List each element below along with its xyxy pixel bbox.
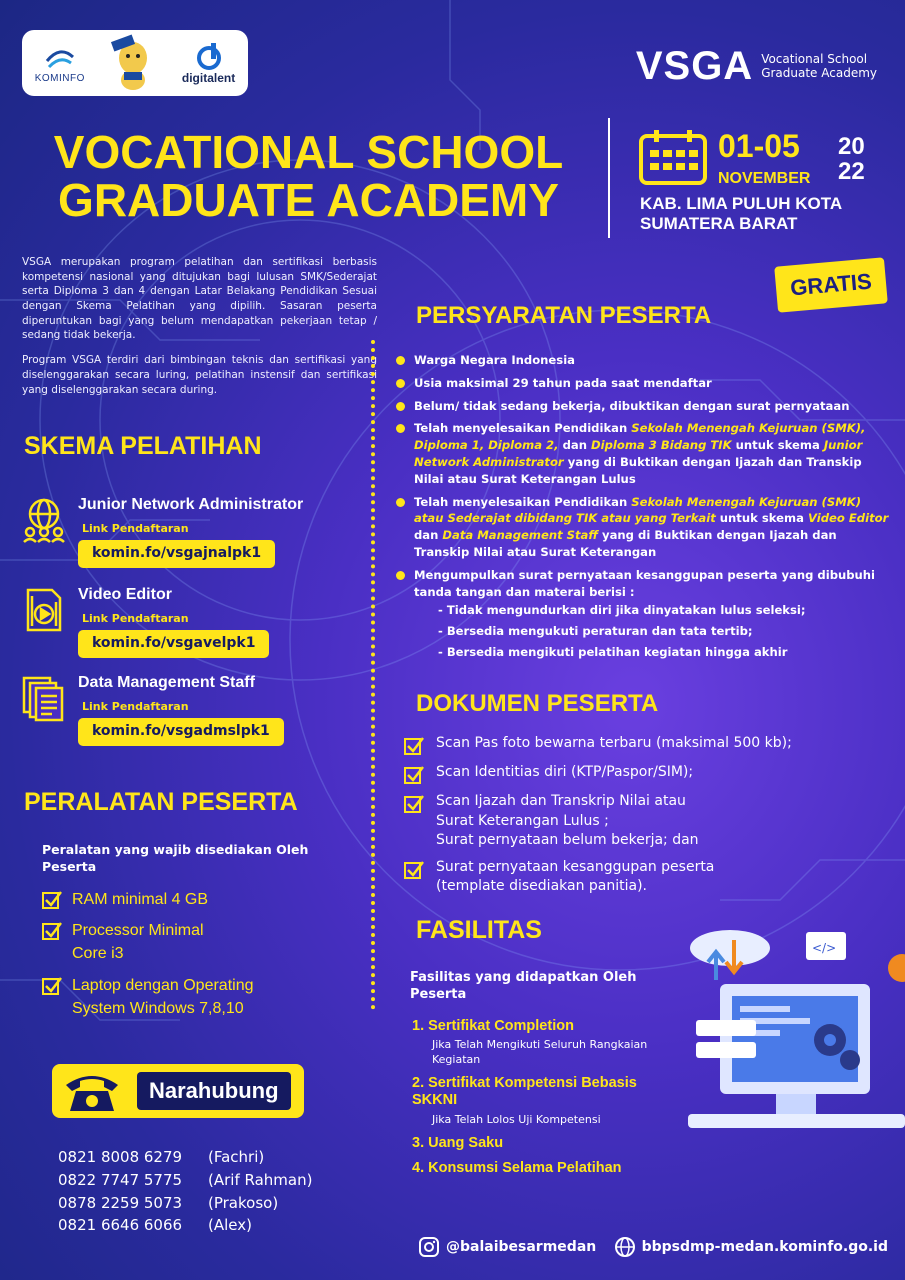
req-text: Warga Negara Indonesia [414,353,575,367]
kominfo-emblem-icon [43,43,77,73]
fasilitas-title: FASILITAS [416,916,542,944]
contact-name: (Fachri) [208,1148,265,1166]
checkbox-icon [42,976,62,996]
contact-row [58,1192,312,1215]
list-item [404,734,844,756]
list-item [42,919,362,965]
req-text: Belum/ tidak sedang bekerja, dibuktikan dengan surat pernyataan [414,398,850,413]
skema-link-label: Link Pendaftaran [82,522,189,535]
mascot-icon [110,34,156,92]
contact-phone-box [52,1064,132,1118]
dok-line: (template disediakan panitia). [436,878,648,895]
bullet-icon [396,402,405,411]
skema-title: SKEMA PELATIHAN [24,432,262,460]
checkbox-icon [42,921,62,941]
req-sub-item: - Bersedia mengukuti peraturan dan tata tertib; [438,624,753,639]
event-year-top: 20 [838,133,865,160]
digitalent-label: digitalent [181,71,236,85]
skema-name: Data Management Staff [78,674,255,691]
fasilitas-item-title: 2. Sertifikat Kompetensi Bebasis SKKNI [412,1074,637,1109]
event-dates: 01-05 [718,128,800,164]
dok-line: Scan Identitias diri (KTP/Paspor/SIM); [436,764,694,780]
peralatan-line: Core i3 [72,945,124,963]
list-item [396,420,891,487]
video-file-icon [20,586,68,634]
req-sub-item: - Bersedia mengikuti pelatihan kegiatan hingga akhir [438,644,788,659]
list-item [412,1160,672,1177]
globe-icon [614,1236,636,1258]
skema-name: Junior Network Administrator [78,496,304,513]
checkbox-icon [404,736,424,756]
list-item [396,352,891,369]
event-year [838,134,865,184]
fasilitas-intro: Fasilitas yang didapatkan Oleh Peserta [410,970,637,1002]
peralatan-list [42,888,362,1028]
fasilitas-item-desc: Jika Telah Mengikuti Seluruh Rangkaian Kegiatan [432,1038,648,1066]
contact-row [58,1146,312,1169]
documents-icon [20,674,68,722]
persyaratan-title: PERSYARATAN PESERTA [416,302,712,329]
instagram-handle: @balaibesarmedan [446,1239,597,1255]
intro-text [22,255,377,397]
peralatan-line: Processor Minimal [72,922,204,940]
skema-url-link[interactable]: komin.fo/vsgadmslpk1 [78,718,284,746]
event-location [640,194,842,233]
list-item [42,888,362,911]
dokumen-title: DOKUMEN PESERTA [416,690,659,717]
contact-name: (Arif Rahman) [208,1170,313,1189]
peralatan-line: RAM minimal 4 GB [72,891,209,908]
svg-text:</>: </> [812,941,837,955]
list-item [42,974,362,1020]
checkbox-icon [42,890,62,910]
vsga-line1: Vocational School [761,51,868,66]
telephone-icon [62,1069,122,1113]
digitalent-icon [194,41,224,71]
bullet-icon [396,356,405,365]
contact-row [58,1169,312,1192]
list-item [412,1075,672,1127]
peralatan-line: System Windows 7,8,10 [72,999,244,1017]
skema-url-link[interactable]: komin.fo/vsgajnalpk1 [78,540,275,568]
list-item [412,1135,672,1152]
skema-url-link[interactable]: komin.fo/vsgavelpk1 [78,630,269,658]
list-item [412,1018,672,1067]
location-line2: SUMATERA BARAT [640,213,798,233]
list-item [404,763,844,785]
event-year-bottom: 22 [838,158,865,186]
title-divider [608,118,610,238]
bullet-icon [396,498,405,507]
footer [418,1236,888,1258]
website-link[interactable] [614,1236,888,1258]
skema-link-label: Link Pendaftaran [82,612,189,625]
fasilitas-item-title: 3. Uang Saku [412,1135,504,1152]
contact-number[interactable]: 0821 6646 6066 [58,1216,183,1235]
peralatan-line: Laptop dengan Operating [72,976,254,994]
dok-line: Surat Keterangan Lulus ; [436,812,609,829]
calendar-icon [638,128,708,186]
contact-name: (Prakoso) [208,1193,279,1212]
contact-number[interactable]: 0878 2259 5073 [58,1193,183,1212]
network-people-icon [20,496,68,544]
fasilitas-item-title: 4. Konsumsi Selama Pelatihan [412,1160,622,1177]
title-line1: VOCATIONAL SCHOOL [53,126,564,178]
req-sub-item: - Tidak mengundurkan diri jika dinyatakan lulus seleksi; [438,603,806,618]
skema-name: Video Editor [78,586,172,603]
checkbox-icon [404,860,424,880]
bullet-icon [396,379,405,388]
req-text: Mengumpulkan surat pernyataan kesanggupan peserta yang dibubuhi tanda tangan dan materai berisi : [414,567,876,599]
contact-number[interactable]: 0822 7747 5775 [58,1170,183,1189]
req-sub-list [438,602,891,660]
req-text: Telah menyelesaikan Pendidikan Sekolah Menengah Kejuruan (SMK), Diploma 1, Diploma 2, dan Diploma 3 Bidang TIK untuk skema Junior Network Administrator yang di Buktikan dengan Ijazah dan Transkip Nilai atau Surat Keterangan Lulus [414,421,866,486]
title-line2: GRADUATE ACADEMY [58,174,559,227]
vsga-short: VSGA [635,44,754,88]
list-item [396,398,891,415]
persyaratan-list [396,352,891,671]
fasilitas-item-title: 1. Sertifikat Completion [412,1018,574,1034]
dok-line: Surat pernyataan kesanggupan peserta [436,858,715,875]
column-divider [371,340,375,1010]
vsga-logo [636,44,877,89]
dok-line: Surat pernyataan belum bekerja; dan [436,832,699,849]
intro-paragraph-2: Program VSGA terdiri dari bimbingan teknis dan sertifikasi yang diselenggarakan secara luring, pelatihan instensif dan sertifikasi yang diselenggarakan secara during. [22,354,377,396]
list-item [396,375,891,392]
contact-number[interactable]: 0821 8008 6279 [58,1148,183,1166]
peralatan-intro: Peralatan yang wajib disediakan Oleh Peserta [42,842,309,874]
list-item [396,567,891,665]
kominfo-label: KOMINFO [34,72,85,84]
contact-name: (Alex) [208,1216,252,1235]
req-text: Usia maksimal 29 tahun pada saat mendaftar [414,375,712,390]
checkbox-icon [404,765,424,785]
narahubung-banner [52,1064,304,1118]
fasilitas-list [412,1018,672,1186]
instagram-link[interactable] [418,1236,596,1258]
bullet-icon [396,424,405,433]
digitalent-logo [182,41,235,85]
fasilitas-item-desc: Jika Telah Lolos Uji Kompetensi [432,1112,601,1126]
dokumen-list [404,734,844,904]
dok-line: Scan Ijazah dan Transkrip Nilai atau [436,793,686,809]
list-item [396,494,891,561]
list-item [404,858,844,897]
partner-logos [22,30,248,96]
checkbox-icon [404,794,424,814]
contact-list [58,1146,312,1237]
website-url: bbpsdmp-medan.kominfo.go.id [641,1239,888,1255]
contact-row [58,1214,312,1237]
mascot-logo [110,34,156,92]
dok-line: Scan Pas foto bewarna terbaru (maksimal 500 kb); [436,735,792,751]
instagram-icon [418,1236,440,1258]
intro-paragraph-1: VSGA merupakan program pelatihan dan sertifikasi berbasis kompetensi nasional yang ditujukan bagi lulusan SMK/Sederajat serta Diploma 3 dan 4 dengan Latar Belakang Pendidikan Sesuai dengan Skema Pelatihan yang dipilih. Sasaran peserta diperuntukan bagi yang belum mendapatkan pekerjaan tetap / sedang tidak bekerja. [22,256,377,342]
peralatan-title: PERALATAN PESERTA [24,788,298,816]
narahubung-label: Narahubung [137,1072,291,1110]
bullet-icon [396,571,405,580]
contact-label-box [132,1064,304,1118]
computer-illustration [680,920,905,1150]
page-title [26,128,591,225]
location-line1: KAB. LIMA PULUH KOTA [640,194,843,213]
gratis-badge: GRATIS [774,257,888,312]
kominfo-logo [35,43,85,84]
event-month: NOVEMBER [718,170,811,187]
list-item [404,792,844,851]
req-text: Telah menyelesaikan Pendidikan Sekolah Menengah Kejuruan (SMK) atau Sederajat dibidang TIK atau yang Terkait untuk skema Video Editor dan Data Management Staff yang di Buktikan dengan Ijazah dan Transkip Nilai atau Surat Keterangan [414,494,889,559]
vsga-line2: Graduate Academy [761,65,877,80]
skema-link-label: Link Pendaftaran [82,700,189,713]
